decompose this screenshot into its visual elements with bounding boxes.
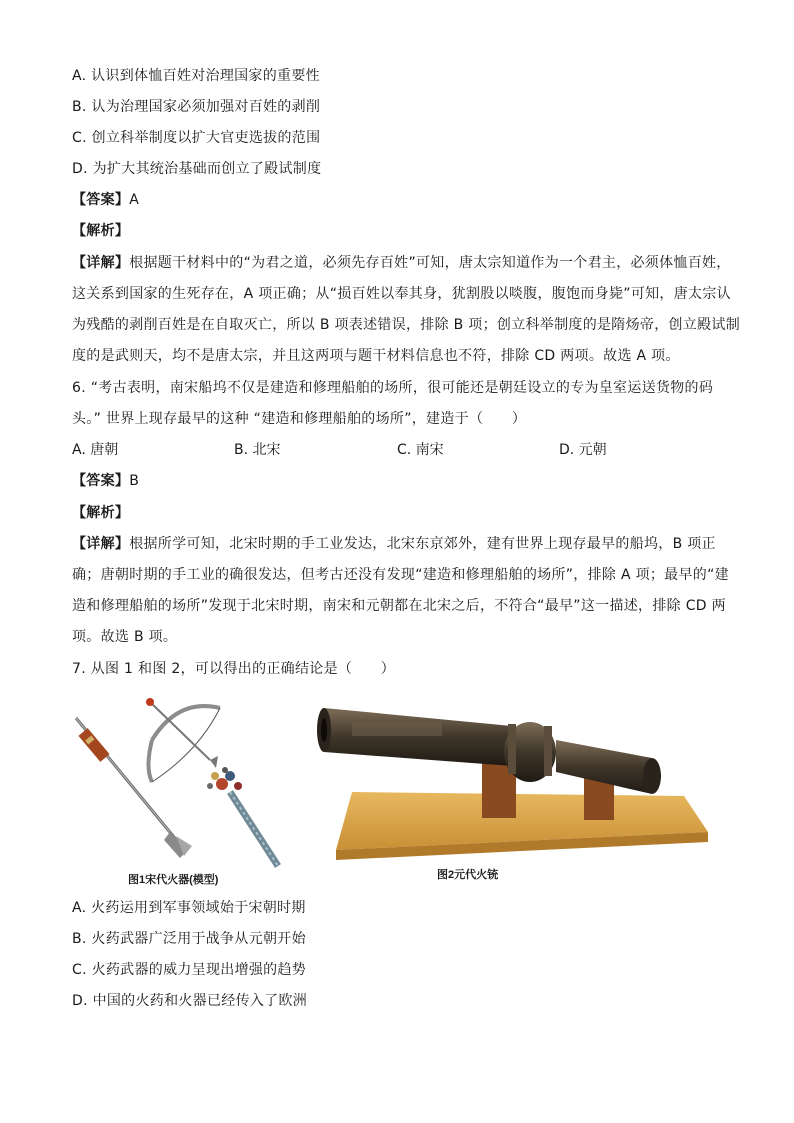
fire-weapons-illustration xyxy=(70,690,295,870)
q5-detail-line-1 xyxy=(72,253,731,273)
q6-option-c: C. 南宋 xyxy=(397,442,444,458)
figure-1-song-fire-weapons xyxy=(70,690,295,885)
q6-detail-text-1: 根据所学可知，北宋时期的手工业发达，北宋东京郊外，建有世界上现存最早的船坞，B 项正 xyxy=(129,536,716,552)
q6-detail-line-2: 确；唐朝时期的手工业的确很发达，但考古还没有发现“建造和修理船舶的场所”，排除 A 项；最早的“建 xyxy=(72,567,729,583)
q5-option-b: B. 认为治理国家必须加强对百姓的剥削 xyxy=(72,99,321,115)
q5-answer-value: A xyxy=(129,192,140,208)
q6-detail-line-1 xyxy=(72,534,716,554)
q5-option-c: C. 创立科举制度以扩大官吏选拔的范围 xyxy=(72,130,321,146)
q6-stem-line-2: 头。” 世界上现存最早的这种 “建造和修理船舶的场所”，建造于（ ） xyxy=(72,411,527,427)
q7-option-a: A. 火药运用到军事领域始于宋朝时期 xyxy=(72,900,306,916)
q6-detail-line-3: 造和修理船舶的场所”发现于北宋时期，南宋和元朝都在北宋之后，不符合“最早”这一描述，排除 CD 两 xyxy=(72,598,726,614)
q5-analysis-tag: 【解析】 xyxy=(72,223,130,239)
q6-answer xyxy=(72,471,139,491)
q6-option-b: B. 北宋 xyxy=(234,442,281,458)
q6-answer-value: B xyxy=(129,473,140,489)
q5-option-d: D. 为扩大其统治基础而创立了殿试制度 xyxy=(72,161,322,177)
q7-option-d: D. 中国的火药和火器已经传入了欧洲 xyxy=(72,993,308,1009)
q6-option-d: D. 元朝 xyxy=(559,442,607,458)
q5-detail-line-3: 为残酷的剥削百姓是在自取灭亡，所以 B 项表述错误，排除 B 项；创立科举制度的是隋炀帝，创立殿试制 xyxy=(72,317,741,333)
q5-detail-text-1: 根据题干材料中的“为君之道，必须先存百姓”可知，唐太宗知道作为一个君主，必须体恤百姓， xyxy=(129,255,731,271)
q5-detail-line-4: 度的是武则天，均不是唐太宗，并且这两项与题干材料信息也不符，排除 CD 两项。故选 A 项。 xyxy=(72,348,680,364)
q6-option-a: A. 唐朝 xyxy=(72,442,119,458)
q6-answer-tag: 【答案】 xyxy=(72,473,130,489)
q5-detail-tag: 【详解】 xyxy=(72,255,130,271)
q6-stem-line-1: 6. “考古表明，南宋船坞不仅是建造和修理船舶的场所，很可能还是朝廷设立的专为皇室运送货物的码 xyxy=(72,380,714,396)
q5-option-a: A. 认识到体恤百姓对治理国家的重要性 xyxy=(72,68,320,84)
figure-2-caption: 图2元代火铳 xyxy=(437,869,499,881)
q6-detail-tag: 【详解】 xyxy=(72,536,130,552)
figure-1-caption: 图1宋代火器(模型) xyxy=(128,874,219,886)
q5-answer-tag: 【答案】 xyxy=(72,192,130,208)
figure-2-yuan-handgun xyxy=(312,700,712,885)
q5-detail-line-2: 这关系到国家的生死存在，A 项正确；从“损百姓以奉其身，犹割股以啖腹，腹饱而身毙”可知，唐太宗认 xyxy=(72,286,731,302)
q7-stem: 7. 从图 1 和图 2，可以得出的正确结论是（ ） xyxy=(72,661,396,677)
q6-analysis-tag: 【解析】 xyxy=(72,505,130,521)
q6-detail-line-4: 项。故选 B 项。 xyxy=(72,629,178,645)
q7-option-b: B. 火药武器广泛用于战争从元朝开始 xyxy=(72,931,306,947)
handgun-illustration xyxy=(312,700,712,860)
q7-option-c: C. 火药武器的威力呈现出增强的趋势 xyxy=(72,962,307,978)
q5-answer xyxy=(72,190,139,210)
